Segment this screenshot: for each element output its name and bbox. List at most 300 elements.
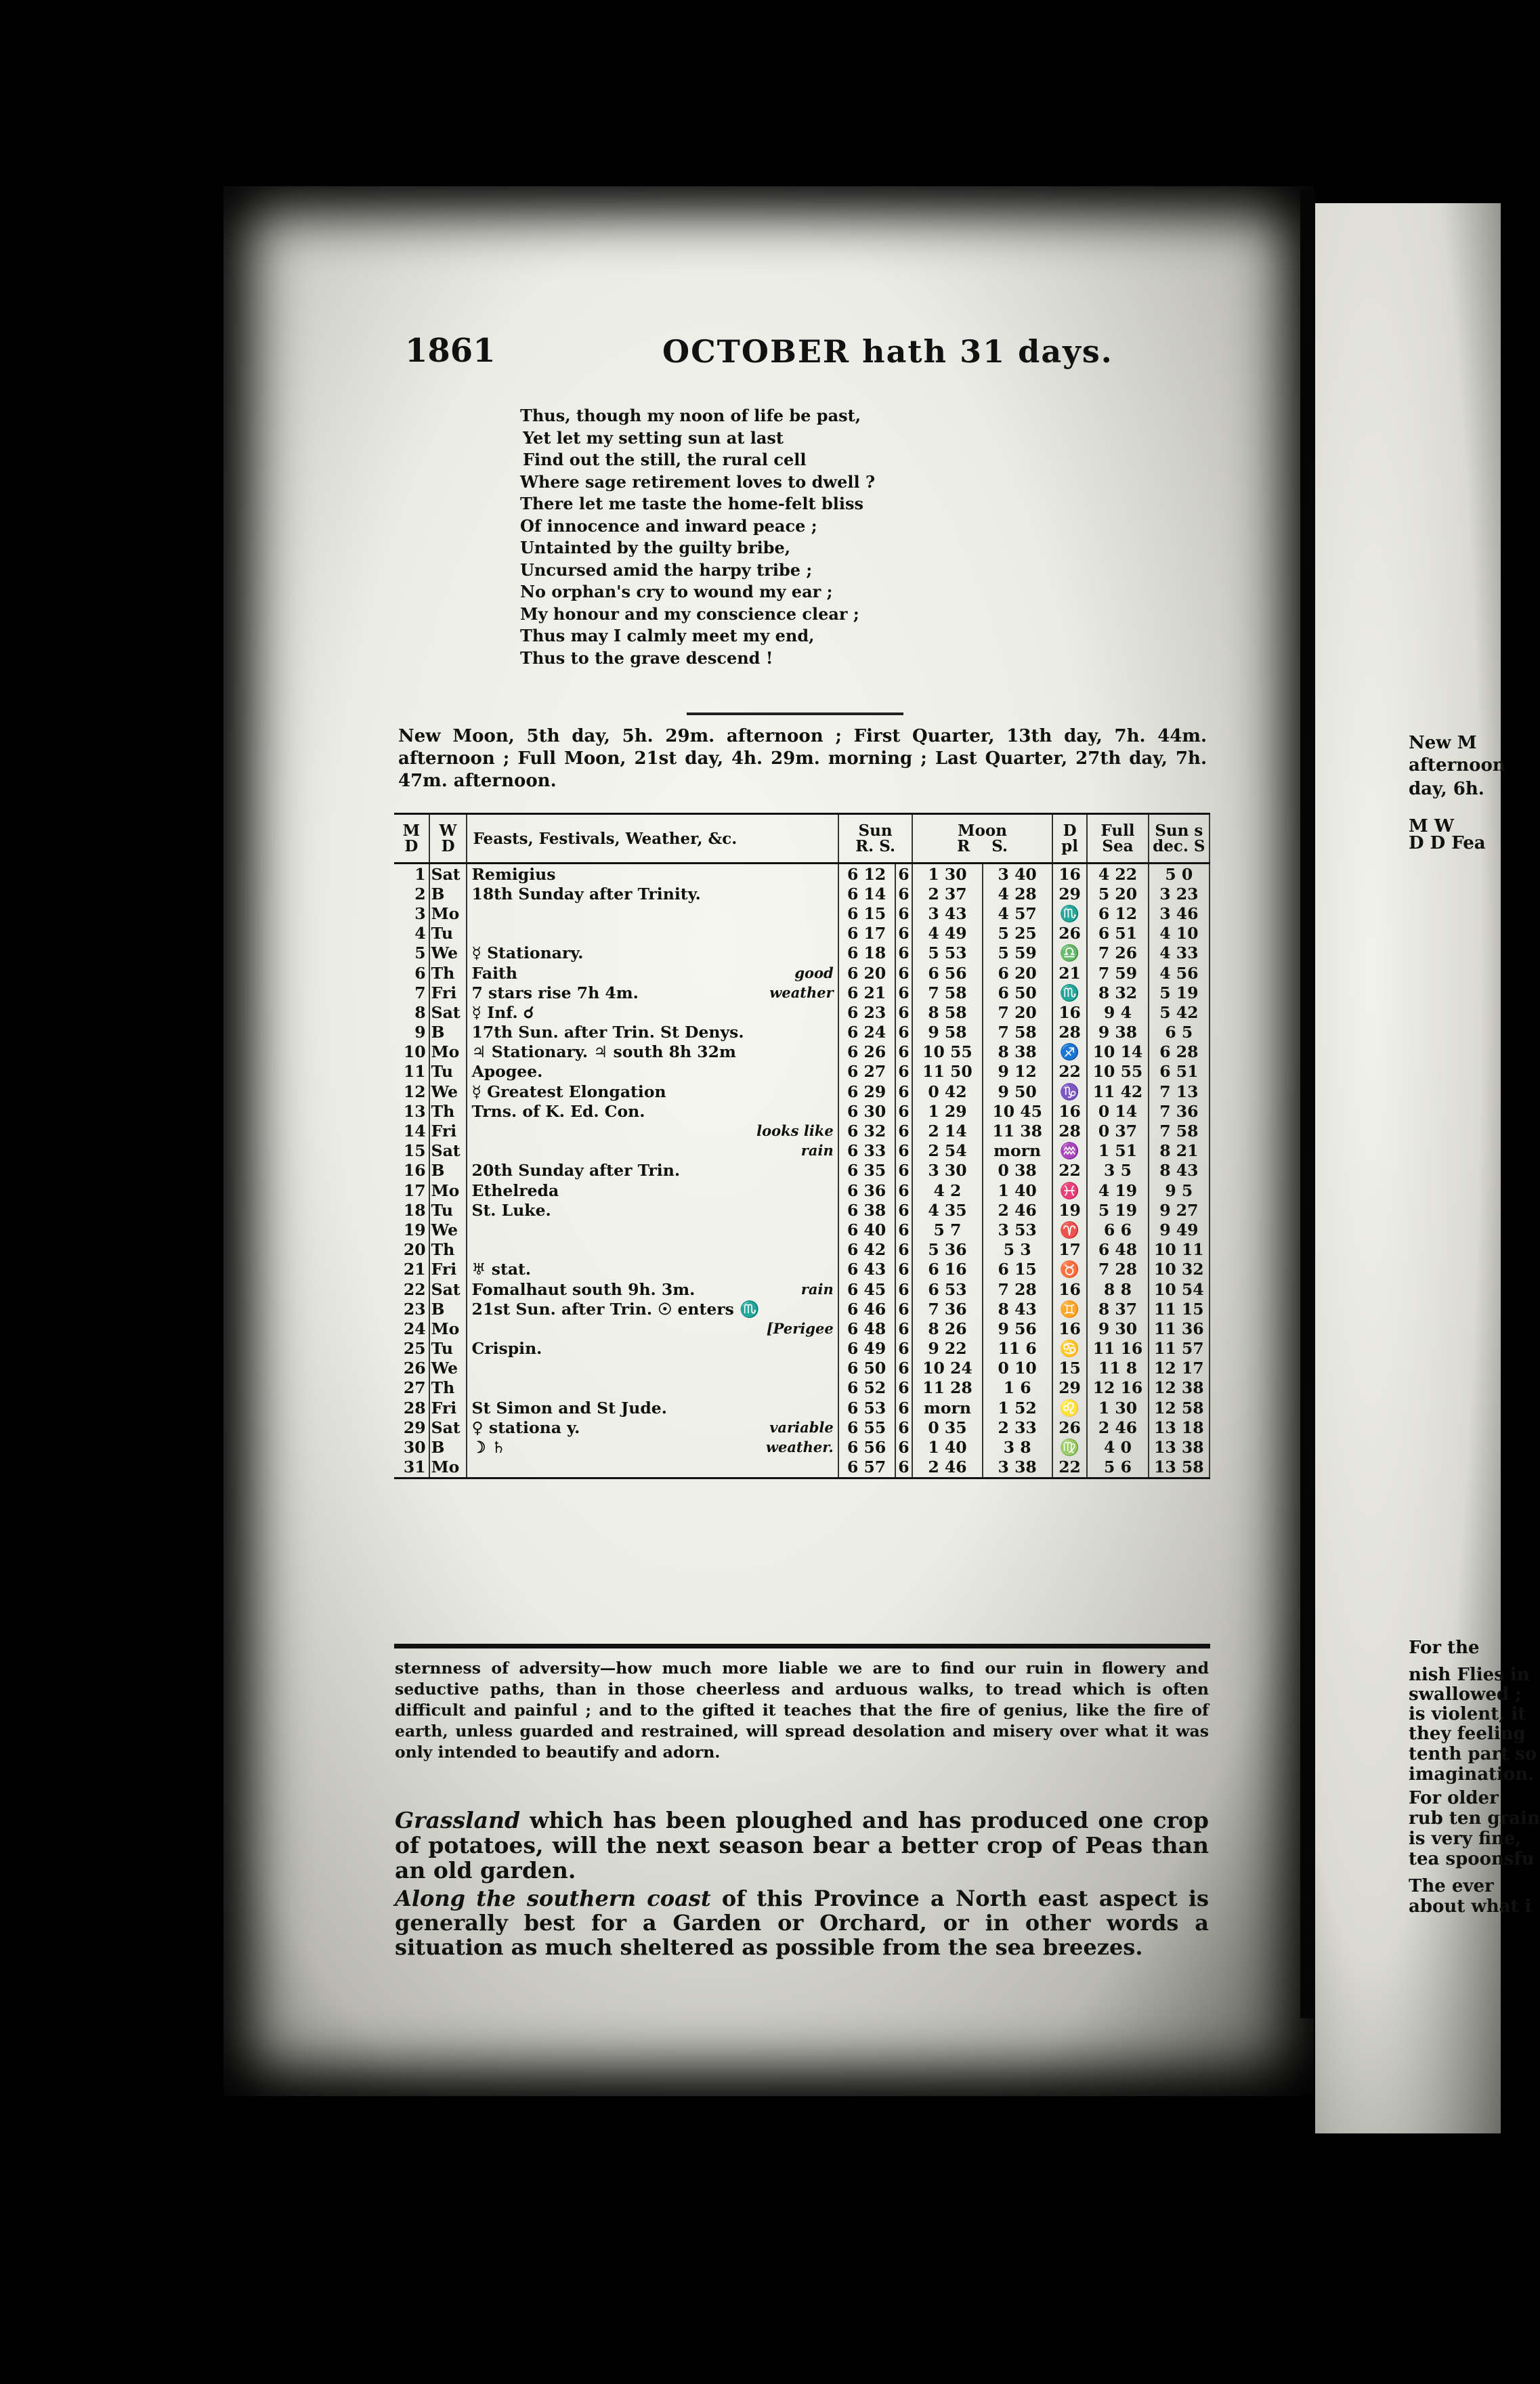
moon-set-cell — [983, 1260, 1052, 1279]
moon-set-cell — [983, 1398, 1052, 1418]
full-sea-cell — [1087, 963, 1148, 983]
day-number: 27 — [403, 1378, 426, 1398]
full-sea: 6 6 — [1104, 1220, 1132, 1239]
weekday-cell — [429, 1042, 467, 1062]
header-month-day: M D — [394, 814, 429, 864]
day-number-cell — [394, 943, 429, 963]
header-sun-rise: R. — [855, 837, 874, 855]
weekday: Th — [431, 1101, 455, 1121]
sun-rise: 6 53 — [847, 1398, 886, 1418]
feast: ☽ ♄ — [471, 1438, 506, 1457]
weekday-cell — [429, 943, 467, 963]
sun-rise: 6 12 — [847, 864, 886, 884]
sun-declination-cell — [1149, 1082, 1210, 1101]
weather-note: [Perigee — [766, 1319, 834, 1337]
moon-set: 2 33 — [998, 1418, 1037, 1437]
moon-set: 5 3 — [1003, 1240, 1031, 1260]
sun-rise: 6 21 — [847, 983, 886, 1002]
facing-page-line: M W — [1409, 816, 1455, 836]
sun-rise: 6 29 — [847, 1082, 886, 1101]
sun-declination-cell — [1149, 963, 1210, 983]
day-number: 24 — [403, 1319, 426, 1338]
table-row — [394, 1023, 1210, 1042]
day-number: 25 — [403, 1339, 426, 1359]
moon-place: ♓ — [1059, 1180, 1080, 1200]
poem-divider — [687, 712, 903, 715]
moon-rise: 6 53 — [928, 1279, 967, 1299]
moon-set: 6 20 — [998, 963, 1037, 983]
moon-place: ♒ — [1059, 1141, 1080, 1161]
day-number-cell — [394, 924, 429, 943]
moon-rise: 4 49 — [928, 924, 967, 943]
day-number: 19 — [403, 1220, 426, 1239]
weekday-cell — [429, 903, 467, 923]
sun-declination-cell — [1149, 1141, 1210, 1161]
moon-rise: 2 14 — [928, 1122, 967, 1141]
moon-rise-cell — [912, 1260, 982, 1279]
sun-set-cell — [895, 1260, 913, 1279]
moon-rise: 11 50 — [922, 1062, 972, 1082]
weekday: We — [431, 1220, 458, 1239]
sun-rise: 6 55 — [847, 1418, 886, 1437]
moon-rise: 3 30 — [928, 1161, 967, 1180]
sun-declination: 4 56 — [1159, 963, 1199, 983]
facing-page-line: imagination. — [1409, 1764, 1535, 1785]
moon-set: 3 40 — [998, 864, 1037, 884]
sun-declination-cell — [1149, 1240, 1210, 1260]
sun-rise-cell — [838, 1101, 895, 1121]
moon-set: 7 28 — [998, 1279, 1037, 1299]
facing-page-line: nish Flies in — [1409, 1665, 1530, 1685]
day-number: 5 — [414, 943, 426, 963]
sun-set-cell — [895, 1161, 913, 1180]
feast: 18th Sunday after Trinity. — [471, 884, 701, 903]
day-number: 12 — [403, 1082, 426, 1101]
table-row — [394, 943, 1210, 963]
sun-rise: 6 52 — [847, 1378, 886, 1398]
feast-cell — [467, 1437, 838, 1457]
sun-rise-cell — [838, 1457, 895, 1478]
moon-rise-cell — [912, 1378, 982, 1398]
full-sea: 4 0 — [1104, 1438, 1132, 1457]
moon-phases: New Moon, 5th day, 5h. 29m. afternoon ; First Quarter, 13th day, 7h. 44m. afternoon ; Full Moon, 21st day, 4h. 29m. morning ; Last Quarter, 27th day, 7h. 47m. afternoon. — [398, 726, 1207, 791]
day-number: 18 — [403, 1200, 426, 1220]
moon-rise-cell — [912, 1220, 982, 1239]
moon-set: 0 38 — [998, 1161, 1037, 1180]
sun-rise: 6 15 — [847, 903, 886, 923]
sun-rise: 6 57 — [847, 1457, 886, 1477]
almanac-table — [394, 813, 1210, 1479]
moon-set-cell — [983, 1141, 1052, 1161]
moon-rise-cell — [912, 884, 982, 903]
weekday: Tu — [431, 1062, 454, 1082]
feast-cell — [467, 1062, 838, 1082]
day-number-cell — [394, 1062, 429, 1082]
feast: Remigius — [471, 864, 556, 884]
moon-set: morn — [993, 1141, 1042, 1161]
feast-cell — [467, 1319, 838, 1338]
sun-rise: 6 49 — [847, 1339, 886, 1359]
moon-rise-cell — [912, 1121, 982, 1141]
weekday-cell — [429, 1082, 467, 1101]
moon-set: 2 46 — [998, 1200, 1037, 1220]
facing-page-line: D D Fea — [1409, 833, 1486, 853]
moon-set: 9 56 — [998, 1319, 1037, 1338]
sun-set-cell — [895, 1378, 913, 1398]
moon-rise-cell — [912, 983, 982, 1002]
sun-set: 6 — [898, 1299, 910, 1319]
sun-set-cell — [895, 1023, 913, 1042]
moon-set: 9 50 — [998, 1082, 1037, 1101]
feast-cell — [467, 1279, 838, 1299]
moon-set-cell — [983, 1319, 1052, 1338]
moon-rise: 6 56 — [928, 963, 967, 983]
moon-place: ♈ — [1059, 1220, 1080, 1239]
coast-lead: Along the southern coast — [395, 1886, 711, 1911]
sun-declination-cell — [1149, 1042, 1210, 1062]
day-number: 14 — [403, 1122, 426, 1141]
full-sea: 4 19 — [1098, 1180, 1138, 1200]
table-row — [394, 903, 1210, 923]
full-sea: 8 8 — [1104, 1279, 1132, 1299]
facing-page-line: tenth part so — [1409, 1744, 1537, 1764]
weekday-cell — [429, 1319, 467, 1338]
table-row — [394, 1359, 1210, 1378]
sun-declination: 10 32 — [1154, 1260, 1204, 1279]
feast: ☿ Greatest Elongation — [471, 1082, 666, 1101]
facing-page-line: rub ten grain — [1409, 1808, 1540, 1829]
sun-declination: 4 10 — [1159, 924, 1199, 943]
sun-declination-cell — [1149, 1359, 1210, 1378]
moon-place-cell — [1052, 1121, 1088, 1141]
moon-place-cell — [1052, 1141, 1088, 1161]
sun-set: 6 — [898, 963, 910, 983]
full-sea-cell — [1087, 1339, 1148, 1359]
table-row — [394, 1319, 1210, 1338]
moon-rise-cell — [912, 1398, 982, 1418]
sun-rise-cell — [838, 1299, 895, 1319]
full-sea-cell — [1087, 1082, 1148, 1101]
full-sea: 1 30 — [1098, 1398, 1138, 1418]
full-sea-cell — [1087, 1260, 1148, 1279]
weekday-cell — [429, 1299, 467, 1319]
moon-rise-cell — [912, 1082, 982, 1101]
moon-set: 5 25 — [998, 924, 1037, 943]
table-row — [394, 1220, 1210, 1239]
moon-place: ♏ — [1059, 903, 1080, 923]
moon-rise-cell — [912, 963, 982, 983]
full-sea: 11 42 — [1092, 1082, 1143, 1101]
sun-rise: 6 30 — [847, 1101, 886, 1121]
moon-rise: 4 35 — [928, 1200, 967, 1220]
weekday: Mo — [431, 1042, 460, 1062]
table-row — [394, 1101, 1210, 1121]
moon-place-cell — [1052, 1299, 1088, 1319]
sun-declination: 5 19 — [1159, 983, 1199, 1002]
full-sea: 10 14 — [1092, 1042, 1143, 1062]
weekday-cell — [429, 1378, 467, 1398]
moon-rise: 1 30 — [928, 864, 967, 884]
sun-rise-cell — [838, 1418, 895, 1437]
sun-set-cell — [895, 1339, 913, 1359]
sun-rise: 6 45 — [847, 1279, 886, 1299]
moon-place-cell — [1052, 1200, 1088, 1220]
sun-rise-cell — [838, 1180, 895, 1200]
feast-cell — [467, 864, 838, 885]
moon-rise: morn — [923, 1398, 971, 1418]
feast-cell — [467, 924, 838, 943]
feast-cell — [467, 963, 838, 983]
header-sun-set: S. — [879, 837, 896, 855]
day-number-cell — [394, 1180, 429, 1200]
sun-set: 6 — [898, 924, 910, 943]
sun-rise: 6 18 — [847, 943, 886, 963]
feast: Faith — [471, 963, 517, 983]
weekday-cell — [429, 1141, 467, 1161]
moon-rise: 7 58 — [928, 983, 967, 1002]
moon-rise: 7 36 — [928, 1299, 967, 1319]
moon-place: 28 — [1058, 1023, 1081, 1042]
feast: 21st Sun. after Trin. ☉ enters ♏ — [471, 1299, 760, 1319]
full-sea: 7 28 — [1098, 1260, 1138, 1279]
table-row — [394, 1240, 1210, 1260]
sun-set: 6 — [898, 1418, 910, 1437]
moon-set: 11 6 — [998, 1339, 1037, 1359]
feast-cell — [467, 943, 838, 963]
sun-rise-cell — [838, 1042, 895, 1062]
moon-rise: 2 54 — [928, 1141, 967, 1161]
header-week-day: W D — [429, 814, 467, 864]
moon-set: 9 12 — [998, 1062, 1037, 1082]
feast-cell — [467, 1260, 838, 1279]
moon-set: 8 43 — [998, 1299, 1037, 1319]
poem-line: There let me taste the home-felt bliss — [520, 494, 863, 513]
weekday: Tu — [431, 1339, 454, 1359]
weekday-cell — [429, 963, 467, 983]
weekday-cell — [429, 864, 467, 885]
moon-place-cell — [1052, 1398, 1088, 1418]
adversity-paragraph: sternness of adversity—how much more liable we are to find our ruin in flowery and seductive paths, than in those cheerless and arduous walks, to tread which is often difficult and painful ; and to the gifted it teaches that the fire of genius, like the fire of earth, unless guarded and restrained, will spread desolation and misery over what it was only intended to beautify and adorn. — [395, 1659, 1209, 1762]
weekday: Mo — [431, 1319, 460, 1338]
full-sea: 3 5 — [1104, 1161, 1132, 1180]
day-number: 30 — [403, 1438, 426, 1457]
moon-rise: 5 53 — [928, 943, 967, 963]
moon-set-cell — [983, 1279, 1052, 1299]
day-number-cell — [394, 1359, 429, 1378]
sun-set: 6 — [898, 983, 910, 1002]
sun-declination: 4 33 — [1159, 943, 1199, 963]
sun-set-cell — [895, 1299, 913, 1319]
header-full-sea: Full Sea — [1087, 814, 1148, 864]
table-row — [394, 1180, 1210, 1200]
feast-cell — [467, 903, 838, 923]
full-sea-cell — [1087, 903, 1148, 923]
weekday-cell — [429, 1220, 467, 1239]
feast-cell — [467, 1082, 838, 1101]
full-sea: 11 8 — [1098, 1359, 1138, 1378]
sun-set: 6 — [898, 1200, 910, 1220]
moon-place: 16 — [1058, 1002, 1081, 1022]
feast: ☿ Stationary. — [471, 943, 584, 963]
facing-page-line: swallowed ; — [1409, 1684, 1522, 1705]
day-number-cell — [394, 1101, 429, 1121]
feast-cell — [467, 1200, 838, 1220]
sun-rise-cell — [838, 1161, 895, 1180]
sun-set: 6 — [898, 1378, 910, 1398]
moon-set: 7 58 — [998, 1023, 1037, 1042]
sun-declination: 7 13 — [1159, 1082, 1199, 1101]
full-sea-cell — [1087, 1279, 1148, 1299]
feast: Ethelreda — [471, 1180, 559, 1200]
facing-page-line: they feeling — [1409, 1724, 1526, 1744]
day-number-cell — [394, 1418, 429, 1437]
moon-place-cell — [1052, 1161, 1088, 1180]
page-year: 1861 — [405, 332, 496, 370]
day-number-cell — [394, 1002, 429, 1022]
feast-cell — [467, 1101, 838, 1121]
feast-cell — [467, 983, 838, 1002]
full-sea-cell — [1087, 1359, 1148, 1378]
moon-rise: 9 22 — [928, 1339, 967, 1359]
sun-set-cell — [895, 1457, 913, 1478]
sun-set: 6 — [898, 1161, 910, 1180]
weekday: Sat — [431, 1418, 461, 1437]
moon-set: 6 15 — [998, 1260, 1037, 1279]
feast: Crispin. — [471, 1339, 542, 1359]
moon-place-cell — [1052, 1279, 1088, 1299]
weekday-cell — [429, 1339, 467, 1359]
moon-rise: 5 36 — [928, 1240, 967, 1260]
day-number-cell — [394, 1042, 429, 1062]
sun-rise-cell — [838, 884, 895, 903]
weekday-cell — [429, 924, 467, 943]
weekday: Tu — [431, 924, 454, 943]
weather-note: variable — [769, 1418, 834, 1436]
moon-set: 8 38 — [998, 1042, 1037, 1062]
full-sea-cell — [1087, 1398, 1148, 1418]
feast: 17th Sun. after Trin. St Denys. — [471, 1023, 744, 1042]
moon-rise: 11 28 — [922, 1378, 972, 1398]
full-sea: 2 46 — [1098, 1418, 1138, 1437]
facing-page-line: The ever — [1409, 1876, 1494, 1896]
moon-place: 29 — [1058, 1378, 1081, 1398]
sun-set: 6 — [898, 864, 910, 884]
sun-rise-cell — [838, 1062, 895, 1082]
weekday: Fri — [431, 1398, 457, 1418]
sun-set-cell — [895, 1279, 913, 1299]
moon-set-cell — [983, 1161, 1052, 1180]
full-sea-cell — [1087, 1042, 1148, 1062]
full-sea: 8 32 — [1098, 983, 1138, 1002]
full-sea-cell — [1087, 1418, 1148, 1437]
full-sea: 5 6 — [1104, 1457, 1132, 1477]
grassland-text: which has been ploughed and has produced one crop of potatoes, will the next season bear a better crop of Peas than an old garden. — [395, 1807, 1209, 1883]
sun-rise: 6 26 — [847, 1042, 886, 1062]
sun-declination: 3 46 — [1159, 903, 1199, 923]
sun-set-cell — [895, 864, 913, 885]
moon-place-cell — [1052, 864, 1088, 885]
header-moon-place: D pl — [1052, 814, 1088, 864]
sun-rise-cell — [838, 1082, 895, 1101]
moon-set: 3 53 — [998, 1220, 1037, 1239]
moon-rise: 10 24 — [922, 1359, 972, 1378]
sun-set: 6 — [898, 1457, 910, 1477]
full-sea: 9 30 — [1098, 1319, 1138, 1338]
table-row — [394, 1418, 1210, 1437]
moon-set-cell — [983, 1299, 1052, 1319]
sun-rise-cell — [838, 903, 895, 923]
sun-set-cell — [895, 1418, 913, 1437]
moon-set-cell — [983, 1437, 1052, 1457]
weekday: Sat — [431, 1002, 461, 1022]
table-row — [394, 884, 1210, 903]
moon-place: 17 — [1058, 1240, 1081, 1260]
facing-page-line: day, 6h. — [1409, 779, 1484, 799]
moon-place-cell — [1052, 1339, 1088, 1359]
sun-set: 6 — [898, 1180, 910, 1200]
weekday: Mo — [431, 903, 460, 923]
sun-declination-cell — [1149, 1002, 1210, 1022]
sun-declination: 9 49 — [1159, 1220, 1199, 1239]
table-row — [394, 963, 1210, 983]
sun-declination-cell — [1149, 884, 1210, 903]
moon-place-cell — [1052, 1023, 1088, 1042]
moon-rise-cell — [912, 1339, 982, 1359]
full-sea: 4 22 — [1098, 864, 1138, 884]
sun-set: 6 — [898, 1398, 910, 1418]
moon-place-cell — [1052, 1062, 1088, 1082]
day-number: 23 — [403, 1299, 426, 1319]
sun-set: 6 — [898, 1082, 910, 1101]
moon-rise: 8 26 — [928, 1319, 967, 1338]
sun-rise-cell — [838, 1002, 895, 1022]
table-header — [394, 814, 1210, 864]
header-sun-declination: Sun s dec. S — [1149, 814, 1210, 864]
moon-rise: 9 58 — [928, 1023, 967, 1042]
feast: St Simon and St Jude. — [471, 1398, 667, 1418]
sun-set: 6 — [898, 1122, 910, 1141]
moon-rise-cell — [912, 1240, 982, 1260]
moon-rise: 1 29 — [928, 1101, 967, 1121]
sun-set-cell — [895, 1082, 913, 1101]
full-sea: 6 51 — [1098, 924, 1138, 943]
sun-rise: 6 43 — [847, 1260, 886, 1279]
facing-page-line: is very fine, — [1409, 1829, 1522, 1849]
sun-declination: 6 51 — [1159, 1062, 1199, 1082]
sun-set-cell — [895, 1141, 913, 1161]
moon-rise-cell — [912, 903, 982, 923]
full-sea-cell — [1087, 1002, 1148, 1022]
moon-rise: 4 2 — [933, 1180, 962, 1200]
moon-set: 11 38 — [992, 1122, 1042, 1141]
moon-place: 16 — [1058, 1279, 1081, 1299]
sun-declination: 10 11 — [1154, 1240, 1204, 1260]
weekday: Sat — [431, 1279, 461, 1299]
weekday-cell — [429, 1023, 467, 1042]
sun-rise: 6 23 — [847, 1002, 886, 1022]
moon-place: ♍ — [1059, 1438, 1080, 1457]
sun-set: 6 — [898, 903, 910, 923]
sun-rise-cell — [838, 943, 895, 963]
sun-declination-cell — [1149, 1023, 1210, 1042]
sun-set: 6 — [898, 1279, 910, 1299]
sun-set: 6 — [898, 1438, 910, 1457]
day-number-cell — [394, 1299, 429, 1319]
moon-rise-cell — [912, 1002, 982, 1022]
full-sea-cell — [1087, 1023, 1148, 1042]
grassland-lead: Grassland — [395, 1807, 521, 1833]
moon-set-cell — [983, 1082, 1052, 1101]
